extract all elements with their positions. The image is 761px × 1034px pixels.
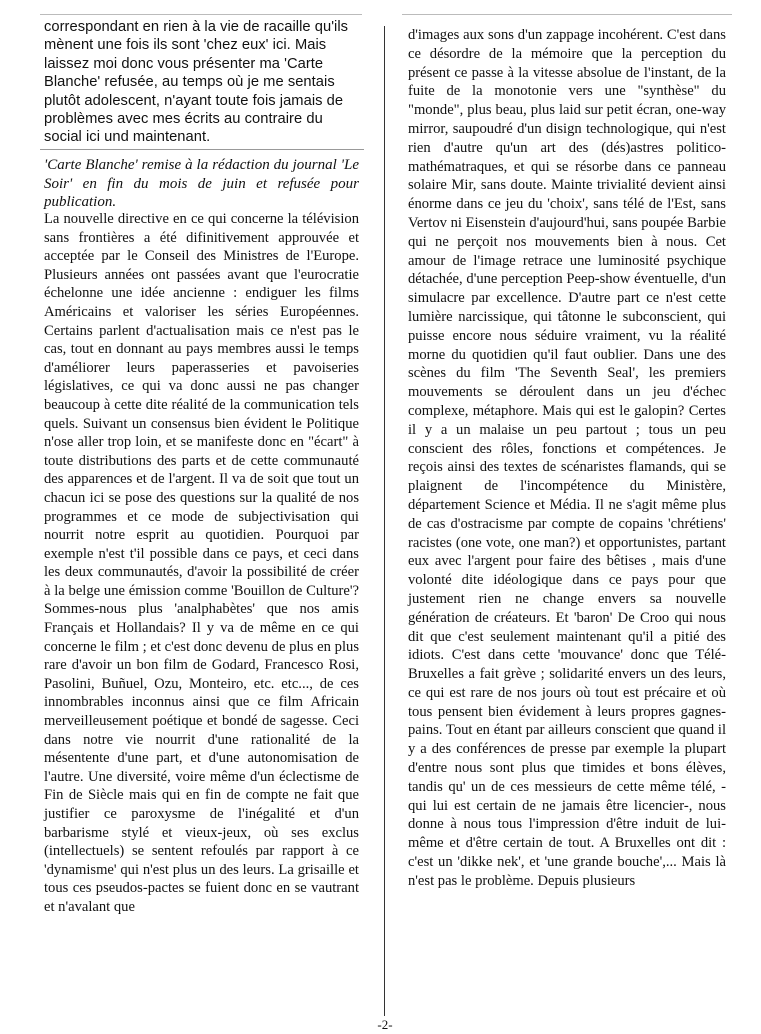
right-column-body — [408, 26, 726, 891]
left-body-text: La nouvelle directive en ce qui concerne la télévision sans frontières a été difinitivement approuvée et acceptée par le Conseil des Ministres de l'Europe. Plusieurs années ont passées avant que l'eurocratie échelonne une idée ancienne : endiguer les films Américains et valoriser les séries Européennes. Certains parlent d'actualisation mais ce n'est pas le cas, tout en donnant au pays membres aussi le temps d'améliorer leurs paperasseries et pavoiseries législatives, ce qui va donc aussi ne pas changer beaucoup à cette dite réalité de la communication tels quels. Suivant un consensus bien évident le Politique n'ose aller trop loin, et se manifeste donc en "écart" à toute distributions des parts et de cette communauté des apparences et de l'argent. Il va de soit que tout un chacun ici se pose des questions sur la qualité de nos programmes et ce mode de subjectivisation qui nourrit notre esprit au quotidien. Pourquoi par exemple n'est t'il possible dans ce pays, et ceci dans les deux communautés, d'avoir la possibilité de créer à la belge une émission comme 'Bouillon de Culture'? Sommes-nous plus 'analphabètes' que nos amis Français et Hollandais? Il y va de même en ce qui concerne le film ; et c'est donc devenu de plus en plus rare d'avoir un bon film de Godard, Francesco Rosi, Pasolini, Buñuel, Ozu, Monteiro, etc. etc..., de ces innombrables inconnus ainsi que ce film Africain merveilleusement poétique et bondé de sagesse. Ceci dans notre vie nourrit d'une rationalité de la mésentente d'une part, et d'une autonomisation de l'autre. Une diversité, voire même d'un éclectisme de Fin de Siècle mais qui en fin de compte ne fait que justifier ce paroxysme de l'inégalité et d'un barbarisme stylé et vieux-jeux, où ses exclus (intellectuels) se sentent refoulés par rapport à ce 'dynamisme' qui n'est plus un des leurs. La grisaille et tous ces pseudos-pactes se fuient donc en se vautrant et n'avalant que — [44, 211, 359, 915]
top-excerpt-text: correspondant en rien à la vie de racaille qu'ils mènent une fois ils sont 'chez eux' ici. Mais laissez moi donc vous présenter ma 'Carte Blanche' refusée, au temps où je me sentais plutôt adolescent, n'ayant toute fois jamais de problèmes avec mes écrits au contraire du social ici und maintenant. — [44, 19, 349, 146]
page-number: -2- — [377, 1017, 393, 1032]
carte-blanche-caption — [44, 156, 359, 212]
caption-text: 'Carte Blanche' remise à la rédaction du journal 'Le Soir' en fin du mois de juin et refusée pour publication. — [44, 157, 359, 210]
right-body-text: d'images aux sons d'un zappage incohérent. C'est dans ce désordre de la mémoire que la perception du présent ce passe à la vitesse absolue de l'instant, de la fuite de la monotonie vers une "synthèse" du "monde", plus beau, plus laid sur petit écran, one-way mirror, saupoudré d'un disign technologique, qui n'est rien d'autre qu'un art des (dés)astres politico-mathématraques, et qui se résorbe dans ce panneau solaire Mir, sans doute. Mainte trivialité devient ainsi énorme dans ce jeu du 'choix', sans télé de l'Est, sans Vertov ni Eisenstein d'aujourd'hui, sans poupée Barbie qui ne perçoit nos mouvements bien à nous. Cet amour de l'image retrace une luminosité psychique détachée, d'une perception Peep-show éventuelle, d'un simulacre par excellence. D'autre part ce n'est cette lumière narcissique, qui tâtonne le subconscient, qui puisse encore nous séduire vraiment, vu la réalité morne du quotidien qu'il faut oublier. Dans une des scènes du film 'The Seventh Seal', les premiers mouvements se déroulent dans un jeu d'échec complexe, métaphore. Mais qui est le galopin? Certes il y a un malaise un peu partout ; tous un peu conscient des rôles, fonctions et compétences. Je reçois ainsi des textes de scénaristes flamands, qui se plaignent de l'incompétence du Ministère, département Science et Média. Il ne s'agit même plus de cas d'ostracisme par compte de copains 'chrétiens' racistes (one vote, one man?) et opportunistes, partant eux avec l'argent pour faire des bêtises , mais d'une volonté dite idéologique dans ce pays pour que justement rien ne change envers sa nouvelle génération de créateurs. Et 'baron' De Croo qui nous dit que c'est seulement maintenant qu'il a pitié des idiots. C'est dans cette 'mouvance' donc que Télé-Bruxelles a fait grève ; solidarité envers un des leurs, ce qui est rare de nos jours où tout est précaire et où tous pensent bien évidement à leurs propres gagnes-pains. Tout en étant par ailleurs conscient que quand il y a des conférences de presse par exemple la plupart d'entre nous sont plus que timides et bons élèves, tandis qu' un de ces messieurs de cette même télé, -qui lui est certain de ne jamais être licencier-, nous donne à nous tous l'impression d'être induit de lui-même et d'être certain de tout. A Bruxelles ont dit : c'est un 'dikke nek', et 'une grande bouche',... Mais là n'est pas le problème. Depuis plusieurs — [408, 27, 726, 889]
top-rule-left — [40, 14, 362, 15]
column-divider — [384, 26, 385, 1016]
left-column-body — [44, 210, 359, 917]
section-divider — [40, 149, 364, 150]
top-excerpt — [44, 18, 359, 147]
top-rule-right — [402, 14, 732, 15]
